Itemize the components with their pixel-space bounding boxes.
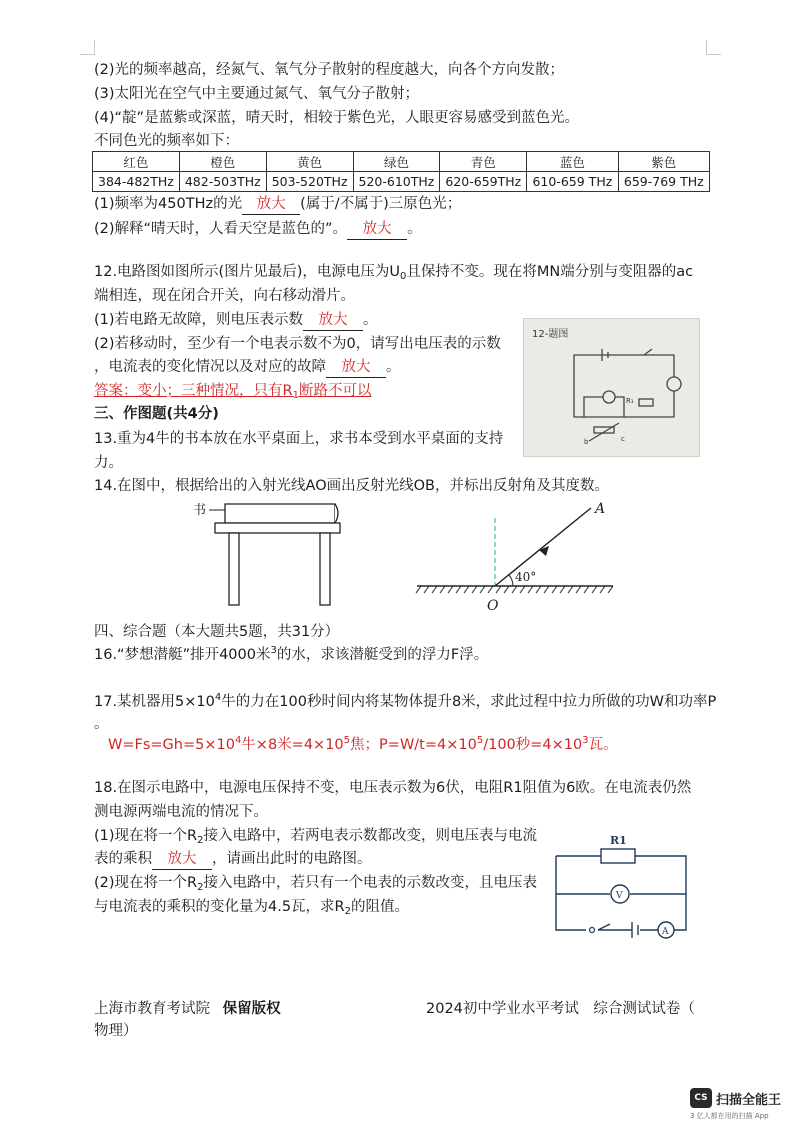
scanner-tagline: 3 亿人都在用的扫描 App [690, 1112, 769, 1120]
text: /100秒=4×10 [483, 737, 583, 753]
footer-subject: 物理） [94, 1023, 138, 1039]
table-cell: 384-482THz [93, 172, 180, 192]
superscript: 3 [270, 645, 277, 656]
circuit-diagram [548, 830, 698, 945]
text: 16.“梦想潜艇”排开4000米 [94, 647, 271, 663]
question-17 [94, 692, 716, 712]
scanner-logo-icon: CS [690, 1088, 712, 1108]
table-header-cell: 红色 [93, 152, 180, 172]
question-11-2 [94, 219, 422, 240]
text: (1)若电路无故障，则电压表示数 [94, 312, 304, 328]
text: (2)解释“晴天时，人看天空是蓝色的”。 [94, 221, 348, 237]
table-cell: 482-503THz [179, 172, 266, 192]
reflection-figure [415, 500, 615, 615]
book-label: 书 [193, 503, 207, 518]
text-line: 不同色光的频率如下： [94, 133, 239, 149]
text: 。 [386, 359, 401, 375]
table-header-cell: 黄色 [266, 152, 353, 172]
question-12-2-cont [94, 357, 401, 378]
text: (1)现在将一个R [94, 828, 198, 844]
circuit-photo [523, 318, 700, 457]
table-cell: 503-520THz [266, 172, 353, 192]
text: 且保持不变。现在将MN端分别与变阻器的ac [406, 264, 694, 280]
footer-issuer: 上海市教育考试院 [94, 1001, 210, 1017]
ammeter-label: A [662, 927, 669, 937]
question-12 [94, 262, 693, 282]
table-row [93, 172, 710, 192]
answer-blank: 放大 [326, 357, 386, 378]
text-line: (2)光的频率越高，经氮气、氧气分子散射的程度越大，向各个方向发散； [94, 62, 565, 78]
text: ，电流表的变化情况以及对应的故障 [94, 359, 326, 375]
footer-copyright: 保留版权 [222, 1001, 281, 1017]
text: 表的乘积 [94, 851, 152, 867]
question-12-2: (2)若移动时，至少有一个电表示数不为0，请写出电压表的示数 [94, 336, 501, 352]
table-header-cell: 蓝色 [527, 152, 618, 172]
text: (1)频率为450THz的光 [94, 196, 243, 212]
text-line: 端相连，现在闭合开关，向右移动滑片。 [94, 288, 355, 304]
section-heading-4: 四、综合题（本大题共5题，共31分） [94, 624, 340, 640]
point-a-label: A [595, 501, 606, 517]
section-heading-3: 三、作图题(共4分) [94, 406, 219, 422]
question-18: 18.在图示电路中，电源电压保持不变，电压表示数为6伏，电阻R1阻值为6欧。在电流表仍然 [94, 780, 692, 796]
question-18-1 [94, 826, 537, 846]
superscript: 5 [343, 735, 351, 746]
svg-text:b: b [584, 438, 589, 446]
superscript: 4 [214, 692, 222, 703]
circuit-sketch-icon [524, 319, 699, 456]
subscript: 0 [400, 271, 407, 282]
scanner-app-name: 扫描全能王 [716, 1093, 782, 1108]
question-11-1 [94, 194, 461, 215]
table-header-cell: 绿色 [353, 152, 440, 172]
text: 牛的力在100秒时间内将某物体提升8米，求此过程中拉力所做的功W和功率P [221, 694, 717, 710]
table-cell: 520-610THz [353, 172, 440, 192]
text: 的水，求该潜艇受到的浮力F浮。 [276, 647, 489, 663]
text-line: (4)“靛”是蓝紫或深蓝，晴天时，相较于紫色光，人眼更容易感受到蓝色光。 [94, 110, 580, 126]
text: W=Fs=Gh=5×10 [108, 737, 235, 753]
svg-text:R₁: R₁ [626, 397, 634, 405]
table-cell: 610-659 THz [527, 172, 618, 192]
answer-blank: 放大 [303, 310, 363, 331]
question-18-1-cont [94, 849, 372, 870]
text: 断路不可以 [298, 383, 372, 399]
corner-mark-top-right [706, 40, 721, 55]
subscript: 2 [344, 906, 352, 917]
text-line: 测电源两端电流的情况下。 [94, 804, 268, 820]
text-line: 力。 [94, 455, 123, 471]
ray-arrow-icon [539, 546, 549, 556]
text: 。 [363, 312, 378, 328]
text: ，请画出此时的电路图。 [212, 851, 372, 867]
table-cell: 659-769 THz [618, 172, 709, 192]
superscript: 4 [234, 735, 242, 746]
r1-label: R1 [610, 834, 627, 847]
text: 。 [407, 221, 422, 237]
angle-label: 40° [515, 570, 537, 584]
book-table-figure [185, 498, 360, 608]
subscript: 2 [197, 835, 204, 846]
photo-label: 12-题图 [532, 329, 569, 340]
subscript: 2 [197, 882, 204, 893]
text: 12.电路图如图所示(图片见最后)，电源电压为U [94, 264, 400, 280]
voltmeter-label: V [616, 891, 623, 901]
text: 的阻值。 [351, 899, 410, 915]
angle-arc [509, 575, 513, 586]
svg-text:c: c [621, 435, 625, 443]
text-line: 。 [94, 716, 109, 732]
table-header-cell: 橙色 [179, 152, 266, 172]
scanner-watermark [690, 1086, 788, 1122]
table-header-cell: 紫色 [618, 152, 709, 172]
subscript: 1 [292, 390, 299, 401]
answer-blank: 放大 [242, 194, 300, 215]
text: (2)现在将一个R [94, 875, 198, 891]
color-frequency-table [92, 151, 710, 192]
question-14: 14.在图中，根据给出的入射光线AO画出反射光线OB，并标出反射角及其度数。 [94, 478, 609, 494]
question-13: 13.重为4牛的书本放在水平桌面上，求书本受到水平桌面的支持 [94, 431, 504, 447]
question-12-1 [94, 310, 378, 331]
question-16 [94, 645, 488, 665]
text: 牛×8米=4×10 [241, 737, 344, 753]
table-header-row [93, 152, 710, 172]
question-18-2 [94, 873, 537, 893]
text: 接入电路中，若只有一个电表的示数改变，且电压表 [203, 875, 537, 891]
table-header-cell: 青色 [440, 152, 527, 172]
incident-ray [495, 508, 591, 586]
corner-mark-top-left [80, 40, 95, 55]
text: 接入电路中，若两电表示数都改变，则电压表与电流 [203, 828, 537, 844]
text-line: (3)太阳光在空气中主要通过氮气、氧气分子散射； [94, 86, 420, 102]
superscript: 3 [582, 735, 589, 746]
text: 17.某机器用5×10 [94, 694, 215, 710]
question-12-answer [94, 381, 371, 401]
text: 与电流表的乘积的变化量为4.5瓦，求R [94, 899, 345, 915]
table-cell: 620-659THz [440, 172, 527, 192]
footer-right: 2024初中学业水平考试 综合测试试卷（ [426, 1001, 695, 1017]
text: 答案：变小；三种情况，只有R [94, 383, 293, 399]
answer-blank: 放大 [152, 849, 212, 870]
footer-left [94, 997, 281, 1018]
superscript: 5 [476, 735, 484, 746]
question-18-2-cont [94, 897, 409, 917]
text: (属于/不属于)三原色光； [300, 196, 462, 212]
text: 焦；P=W/t=4×10 [350, 737, 477, 753]
point-o-label: O [487, 598, 499, 614]
text: 瓦。 [588, 737, 618, 753]
answer-blank: 放大 [347, 219, 407, 240]
question-17-answer [108, 735, 618, 755]
